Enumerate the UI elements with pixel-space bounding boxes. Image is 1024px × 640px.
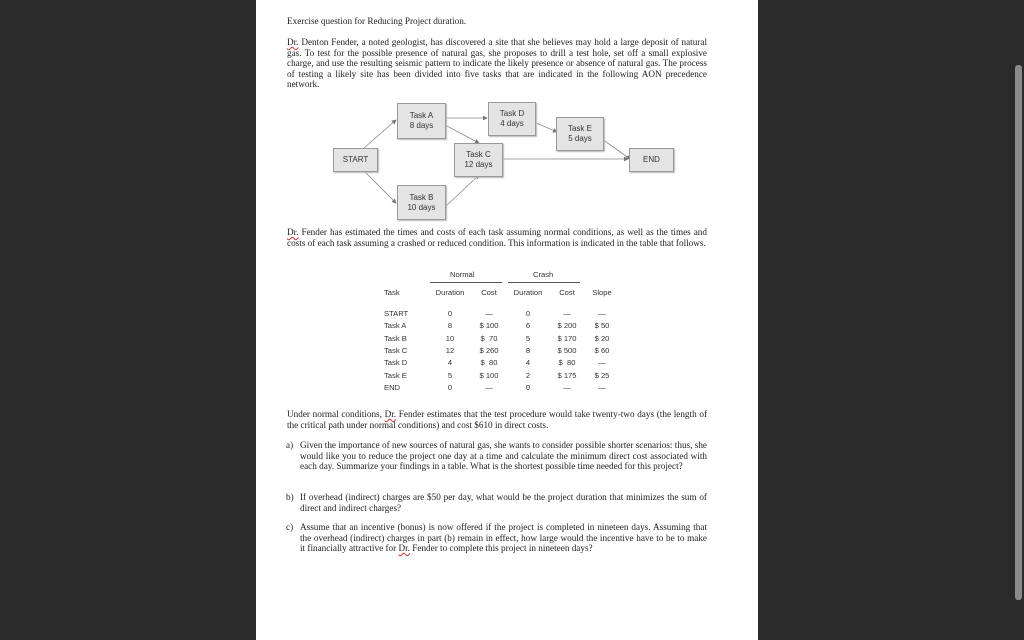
intro-text: Denton Fender, a noted geologist, has discovered a site that she believes may hold a large deposit of natural gas. To test for the possible presence of natural gas, she proposes to drill a test hole, set off a small explosive charge, and use the resulting seismic pattern to indicate the likely presence or absence of natural gas. The process of testing a likely site has been divided into five tasks that are indicated in the following AON precedence network. (287, 37, 707, 90)
divider (430, 282, 502, 283)
header-cell: Slope (592, 288, 612, 297)
table-row (380, 358, 620, 370)
question-a (286, 440, 707, 472)
normal-conditions-paragraph (287, 409, 707, 430)
header-cell: Duration (435, 288, 465, 297)
table-cell: $ 100 (479, 321, 499, 331)
table-cell: $ 50 (594, 321, 610, 331)
cost-text: Fender has estimated the times and costs of each task assuming normal conditions, as well as the times and costs of each task assuming a crashed or reduced condition. This information is indicated in the table that follows. (287, 227, 707, 248)
question-label: a) (286, 440, 294, 450)
table-header (380, 288, 620, 300)
node-label: Task E (567, 124, 592, 133)
table-cell: 6 (525, 321, 531, 331)
node-label: END (643, 155, 660, 164)
node-task-d (488, 102, 536, 136)
table-cell: $ 260 (479, 345, 499, 355)
header-cell: Cost (481, 288, 497, 297)
table-row (380, 383, 620, 395)
node-task-c (454, 143, 503, 177)
table-cell: — (598, 358, 606, 368)
table-cell: $ 80 (480, 358, 498, 368)
text: Under normal conditions, (287, 409, 385, 419)
table-cell: Task C (384, 345, 408, 355)
node-label: Task C (466, 150, 491, 159)
table-cell: — (485, 382, 493, 392)
document-title: Exercise question for Reducing Project duration. (287, 16, 467, 26)
table-cell: Task B (384, 333, 407, 343)
node-label: START (342, 155, 369, 164)
node-start (333, 148, 378, 172)
table-row (380, 371, 620, 383)
question-c (286, 522, 707, 554)
header-cell: Duration (513, 288, 543, 297)
table-cell: $ 80 (558, 358, 576, 368)
table-cell: $ 25 (594, 370, 610, 380)
node-duration: 4 days (500, 119, 524, 128)
table-cell: Task E (384, 370, 407, 380)
node-label: Task D (499, 109, 525, 118)
spell-dr: Dr. (287, 227, 299, 237)
table-cell: END (384, 382, 401, 392)
table-cell: — (598, 309, 606, 318)
node-end (629, 148, 674, 172)
table-cell: $ 60 (594, 345, 610, 355)
intro-paragraph (287, 37, 707, 90)
spell-dr: Dr. (384, 409, 397, 419)
table-row (380, 309, 620, 321)
scrollbar[interactable] (1015, 65, 1022, 600)
question-label: b) (286, 492, 294, 502)
group-crash: Crash (533, 270, 554, 279)
table-cell: $ 70 (480, 333, 498, 343)
table-cell: 0 (525, 382, 531, 392)
table-cell: $ 200 (557, 321, 577, 331)
question-text: Given the importance of new sources of natural gas, she wants to consider possible shorter scenarios: thus, she would like you to reduce the project one day at a time and calculate the minimum direct cost associated with each day. Summarize your findings in a table. What is the shortest possible time needed for this project? (300, 440, 707, 472)
table-cell: START (384, 309, 409, 318)
table-cell: $ 170 (557, 333, 577, 343)
document-page (256, 0, 758, 640)
table-cell: $ 100 (479, 370, 499, 380)
group-normal: Normal (450, 270, 475, 279)
table-cell: — (563, 309, 571, 318)
header-cell: Task (384, 288, 400, 297)
table-cell: Task D (384, 358, 408, 368)
node-duration: 12 days (464, 160, 493, 169)
table-cell: 4 (525, 358, 531, 368)
node-label: Task A (409, 111, 434, 120)
question-b (286, 492, 707, 513)
table-cell: $ 20 (594, 333, 610, 343)
question-text: Assume that an incentive (bonus) is now offered if the project is completed in nineteen days. Assuming that the overhead (indirect) charges in part (b) remain in effect, how large would the incentive have to be to make it financially attractive for (300, 522, 707, 554)
question-label: c) (286, 522, 294, 532)
question-text: If overhead (indirect) charges are $50 per day, what would be the project duration that minimizes the sum of direct and indirect charges? (300, 492, 707, 513)
table-cell: — (485, 309, 493, 318)
table-cell: 8 (525, 345, 531, 355)
table-row (380, 334, 620, 346)
table-cell: $ 175 (557, 370, 577, 380)
table-cell: 12 (445, 345, 455, 355)
text: Fender estimates that the test procedure would take twenty-two days (the length of the critical path under normal conditions) and cost $610 in direct costs. (287, 409, 708, 430)
node-duration: 5 days (568, 134, 592, 143)
spell-dr: Dr. (287, 37, 299, 47)
table-cell: 4 (447, 358, 453, 368)
table-row (380, 346, 620, 358)
node-task-e (556, 117, 604, 151)
table-cell: — (563, 382, 571, 392)
node-task-a (397, 103, 446, 139)
table-cell: 8 (447, 321, 453, 331)
table-cell: 0 (525, 309, 531, 318)
aon-network-diagram (326, 95, 686, 220)
spell-dr: Dr. (398, 543, 410, 554)
divider (508, 282, 580, 283)
node-label: Task B (409, 192, 434, 202)
question-text: Fender to complete this project in nineteen days? (409, 543, 593, 554)
node-task-b (397, 185, 446, 220)
table-cell: 0 (447, 309, 453, 318)
table-cell: 5 (525, 333, 531, 343)
table-cell: 5 (447, 370, 453, 380)
node-duration: 10 days (407, 202, 436, 212)
table-cell: $ 500 (557, 345, 577, 355)
table-cell: 10 (445, 333, 455, 343)
node-duration: 8 days (409, 121, 434, 130)
table-cell: — (598, 382, 606, 392)
table-row (380, 321, 620, 333)
cost-paragraph (287, 227, 707, 248)
table-cell: Task A (384, 321, 407, 331)
table-cell: 2 (525, 370, 531, 380)
table-cell: 0 (447, 382, 453, 392)
header-cell: Cost (559, 288, 575, 297)
